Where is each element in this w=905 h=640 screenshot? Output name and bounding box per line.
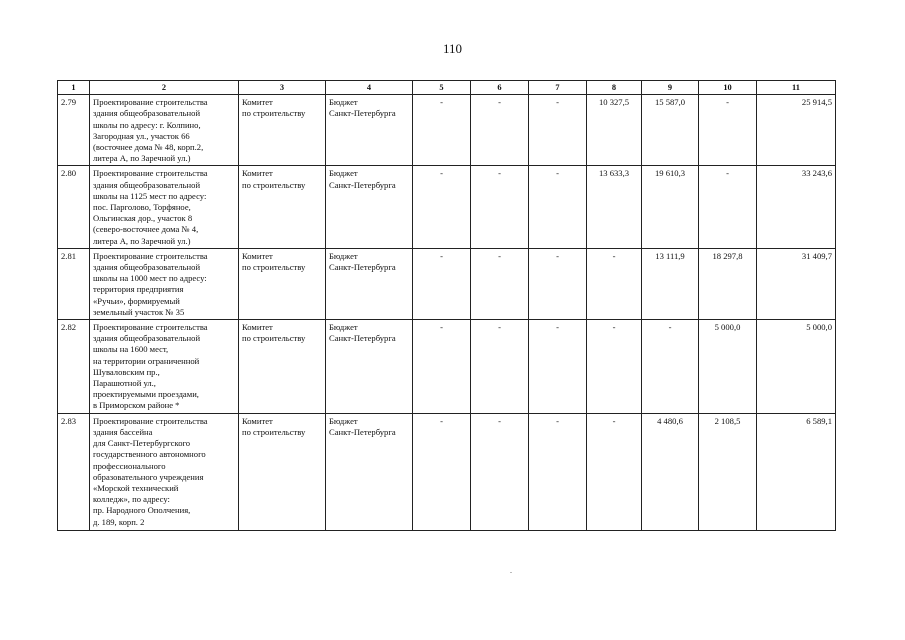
funding-source: Бюджет Санкт-Петербурга xyxy=(326,413,413,530)
value-col-6: - xyxy=(471,95,529,166)
value-col-8: - xyxy=(587,320,642,414)
table-header xyxy=(58,81,836,95)
project-name: Проектирование строительства здания общеобразовательной школы по адресу: г. Колпино, Загородная ул., участок 66 (восточнее дома № 48, корп.2, литера А, по Заречной ул.) xyxy=(90,95,239,166)
header-col-9: 9 xyxy=(642,81,699,95)
value-col-8: - xyxy=(587,248,642,319)
header-col-10: 10 xyxy=(699,81,757,95)
project-name: Проектирование строительства здания общеобразовательной школы на 1600 мест, на территории ограниченной Шуваловским пр., Парашютной ул., проектируемыми проездами, в Приморском районе * xyxy=(90,320,239,414)
table-row xyxy=(58,320,836,414)
project-name: Проектирование строительства здания бассейна для Санкт-Петербургского государственного автономного профессионального образовательного учреждения «Морской технический колледж», по адресу: пр. Народного Ополчения, д. 189, корп. 2 xyxy=(90,413,239,530)
executor: Комитет по строительству xyxy=(239,95,326,166)
value-col-11: 31 409,7 xyxy=(757,248,836,319)
table-row xyxy=(58,248,836,319)
header-col-8: 8 xyxy=(587,81,642,95)
program-table xyxy=(57,80,836,531)
header-col-2: 2 xyxy=(90,81,239,95)
header-col-3: 3 xyxy=(239,81,326,95)
value-col-10: - xyxy=(699,95,757,166)
value-col-10: 5 000,0 xyxy=(699,320,757,414)
executor: Комитет по строительству xyxy=(239,320,326,414)
value-col-5: - xyxy=(413,413,471,530)
value-col-6: - xyxy=(471,320,529,414)
project-name: Проектирование строительства здания общеобразовательной школы на 1000 мест по адресу: территория предприятия «Ручьи», формируемый земельный участок № 35 xyxy=(90,248,239,319)
value-col-9: - xyxy=(642,320,699,414)
value-col-10: 18 297,8 xyxy=(699,248,757,319)
value-col-9: 13 111,9 xyxy=(642,248,699,319)
funding-source: Бюджет Санкт-Петербурга xyxy=(326,320,413,414)
value-col-11: 33 243,6 xyxy=(757,166,836,248)
funding-source: Бюджет Санкт-Петербурга xyxy=(326,248,413,319)
row-number: 2.80 xyxy=(58,166,90,248)
value-col-8: - xyxy=(587,413,642,530)
executor: Комитет по строительству xyxy=(239,166,326,248)
value-col-6: - xyxy=(471,248,529,319)
page-number: 110 xyxy=(442,41,463,56)
funding-source: Бюджет Санкт-Петербурга xyxy=(326,95,413,166)
value-col-8: 10 327,5 xyxy=(587,95,642,166)
table-row xyxy=(58,413,836,530)
value-col-10: 2 108,5 xyxy=(699,413,757,530)
value-col-6: - xyxy=(471,413,529,530)
value-col-9: 15 587,0 xyxy=(642,95,699,166)
scan-artifact xyxy=(510,572,512,573)
value-col-11: 25 914,5 xyxy=(757,95,836,166)
table-row xyxy=(58,166,836,248)
value-col-11: 5 000,0 xyxy=(757,320,836,414)
project-name: Проектирование строительства здания общеобразовательной школы на 1125 мест по адресу: пос. Парголово, Торфяное, Ольгинская дор., участок 8 (северо-восточнее дома № 4, литера А, по Заречной ул.) xyxy=(90,166,239,248)
row-number: 2.81 xyxy=(58,248,90,319)
header-col-7: 7 xyxy=(529,81,587,95)
header-col-1: 1 xyxy=(58,81,90,95)
value-col-9: 4 480,6 xyxy=(642,413,699,530)
value-col-9: 19 610,3 xyxy=(642,166,699,248)
value-col-5: - xyxy=(413,320,471,414)
value-col-10: - xyxy=(699,166,757,248)
value-col-7: - xyxy=(529,320,587,414)
row-number: 2.79 xyxy=(58,95,90,166)
header-col-11: 11 xyxy=(757,81,836,95)
header-col-6: 6 xyxy=(471,81,529,95)
value-col-5: - xyxy=(413,95,471,166)
value-col-5: - xyxy=(413,248,471,319)
row-number: 2.82 xyxy=(58,320,90,414)
executor: Комитет по строительству xyxy=(239,413,326,530)
header-col-5: 5 xyxy=(413,81,471,95)
value-col-6: - xyxy=(471,166,529,248)
row-number: 2.83 xyxy=(58,413,90,530)
value-col-8: 13 633,3 xyxy=(587,166,642,248)
value-col-11: 6 589,1 xyxy=(757,413,836,530)
value-col-7: - xyxy=(529,248,587,319)
value-col-7: - xyxy=(529,166,587,248)
value-col-7: - xyxy=(529,413,587,530)
header-col-4: 4 xyxy=(326,81,413,95)
value-col-7: - xyxy=(529,95,587,166)
table-row xyxy=(58,95,836,166)
funding-source: Бюджет Санкт-Петербурга xyxy=(326,166,413,248)
value-col-5: - xyxy=(413,166,471,248)
executor: Комитет по строительству xyxy=(239,248,326,319)
